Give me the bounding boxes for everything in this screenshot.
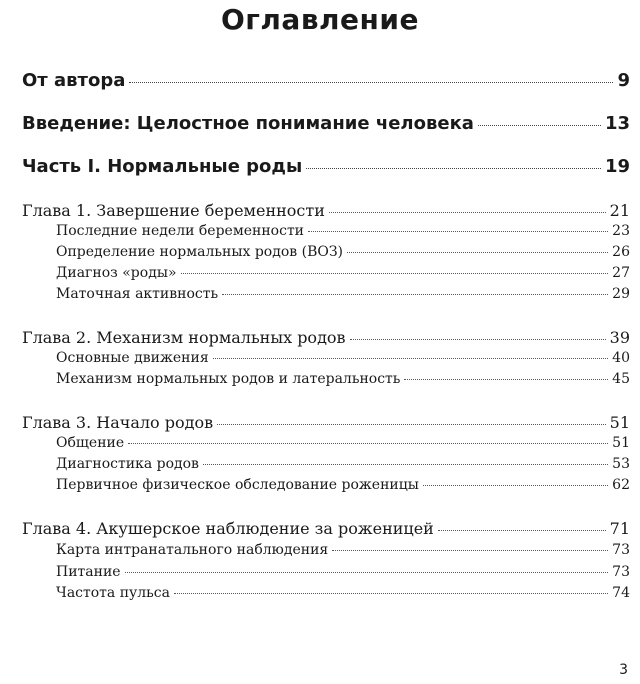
toc-chapter-page: 71 — [609, 519, 630, 538]
toc-section-page: 62 — [612, 477, 630, 493]
toc-entry-introduction[interactable] — [22, 113, 630, 134]
toc-chapter-page: 21 — [609, 201, 630, 220]
page-number: 3 — [619, 662, 628, 678]
toc-section-page: 29 — [612, 286, 630, 302]
dot-leader — [129, 81, 613, 83]
dot-leader — [217, 423, 606, 425]
toc-section-page: 73 — [612, 542, 630, 558]
toc-section[interactable] — [56, 223, 630, 239]
toc-chapter-4[interactable] — [22, 519, 630, 538]
toc-section-page: 45 — [612, 371, 630, 387]
toc-section-label: Маточная активность — [56, 286, 219, 302]
toc-section[interactable] — [56, 371, 630, 387]
toc-section-label: Общение — [56, 435, 125, 451]
toc-section[interactable] — [56, 350, 630, 366]
toc-section[interactable] — [56, 585, 630, 601]
toc-section-page: 40 — [612, 350, 630, 366]
toc-section[interactable] — [56, 435, 630, 451]
toc-chapter-label: Глава 4. Акушерское наблюдение за роженицей — [22, 519, 434, 538]
toc-section-label: Основные движения — [56, 350, 209, 366]
dot-leader — [404, 378, 608, 380]
toc-section[interactable] — [56, 564, 630, 580]
toc-section-label: Диагноз «роды» — [56, 265, 177, 281]
toc-section[interactable] — [56, 286, 630, 302]
page-title: Оглавление — [220, 3, 419, 36]
dot-leader — [306, 167, 601, 169]
toc-section-page: 74 — [612, 585, 630, 601]
toc-section-label: Диагностика родов — [56, 456, 199, 472]
toc-section-label: Карта интранатального наблюдения — [56, 542, 329, 558]
toc-section-page: 53 — [612, 456, 630, 472]
toc-chapter-page: 51 — [609, 413, 630, 432]
toc-section-page: 26 — [612, 244, 630, 260]
dot-leader — [203, 463, 608, 465]
toc-entry-page: 9 — [617, 70, 630, 91]
toc-section-page: 23 — [612, 223, 630, 239]
dot-leader — [438, 529, 606, 531]
dot-leader — [308, 230, 608, 232]
dot-leader — [332, 549, 608, 551]
toc-section-label: Механизм нормальных родов и латеральность — [56, 371, 401, 387]
dot-leader — [329, 211, 606, 213]
toc-entry-page: 19 — [604, 156, 630, 177]
dot-leader — [350, 338, 606, 340]
toc-entry-part-1[interactable] — [22, 156, 630, 177]
toc-section[interactable] — [56, 477, 630, 493]
toc-entry-from-author[interactable] — [22, 70, 630, 91]
dot-leader — [128, 442, 608, 444]
toc-section[interactable] — [56, 542, 630, 558]
toc-entry-label: Введение: Целостное понимание человека — [22, 113, 474, 134]
toc-entry-page: 13 — [604, 113, 630, 134]
toc-section-label: Определение нормальных родов (ВОЗ) — [56, 244, 344, 260]
dot-leader — [213, 357, 609, 359]
dot-leader — [174, 592, 608, 594]
dot-leader — [347, 251, 608, 253]
toc-section-label: Первичное физическое обследование роженицы — [56, 477, 419, 493]
toc-section-page: 51 — [612, 435, 630, 451]
toc-section[interactable] — [56, 456, 630, 472]
toc-chapter-page: 39 — [609, 328, 630, 347]
dot-leader — [423, 484, 608, 486]
toc-section[interactable] — [56, 244, 630, 260]
dot-leader — [181, 272, 609, 274]
dot-leader — [222, 293, 608, 295]
toc-section-page: 27 — [612, 265, 630, 281]
toc-entry-label: Часть I. Нормальные роды — [22, 156, 303, 177]
toc-section-label: Частота пульса — [56, 585, 170, 601]
toc-chapter-2[interactable] — [22, 328, 630, 347]
toc-chapter-3[interactable] — [22, 413, 630, 432]
toc-section-label: Питание — [56, 564, 121, 580]
dot-leader — [125, 571, 609, 573]
toc-chapter-label: Глава 2. Механизм нормальных родов — [22, 328, 346, 347]
toc-section[interactable] — [56, 265, 630, 281]
toc-chapter-1[interactable] — [22, 201, 630, 220]
toc-chapter-label: Глава 1. Завершение беременности — [22, 201, 325, 220]
toc-section-page: 73 — [612, 564, 630, 580]
toc-chapter-label: Глава 3. Начало родов — [22, 413, 214, 432]
toc-entry-label: От автора — [22, 70, 126, 91]
toc-section-label: Последние недели беременности — [56, 223, 305, 239]
dot-leader — [478, 124, 601, 126]
